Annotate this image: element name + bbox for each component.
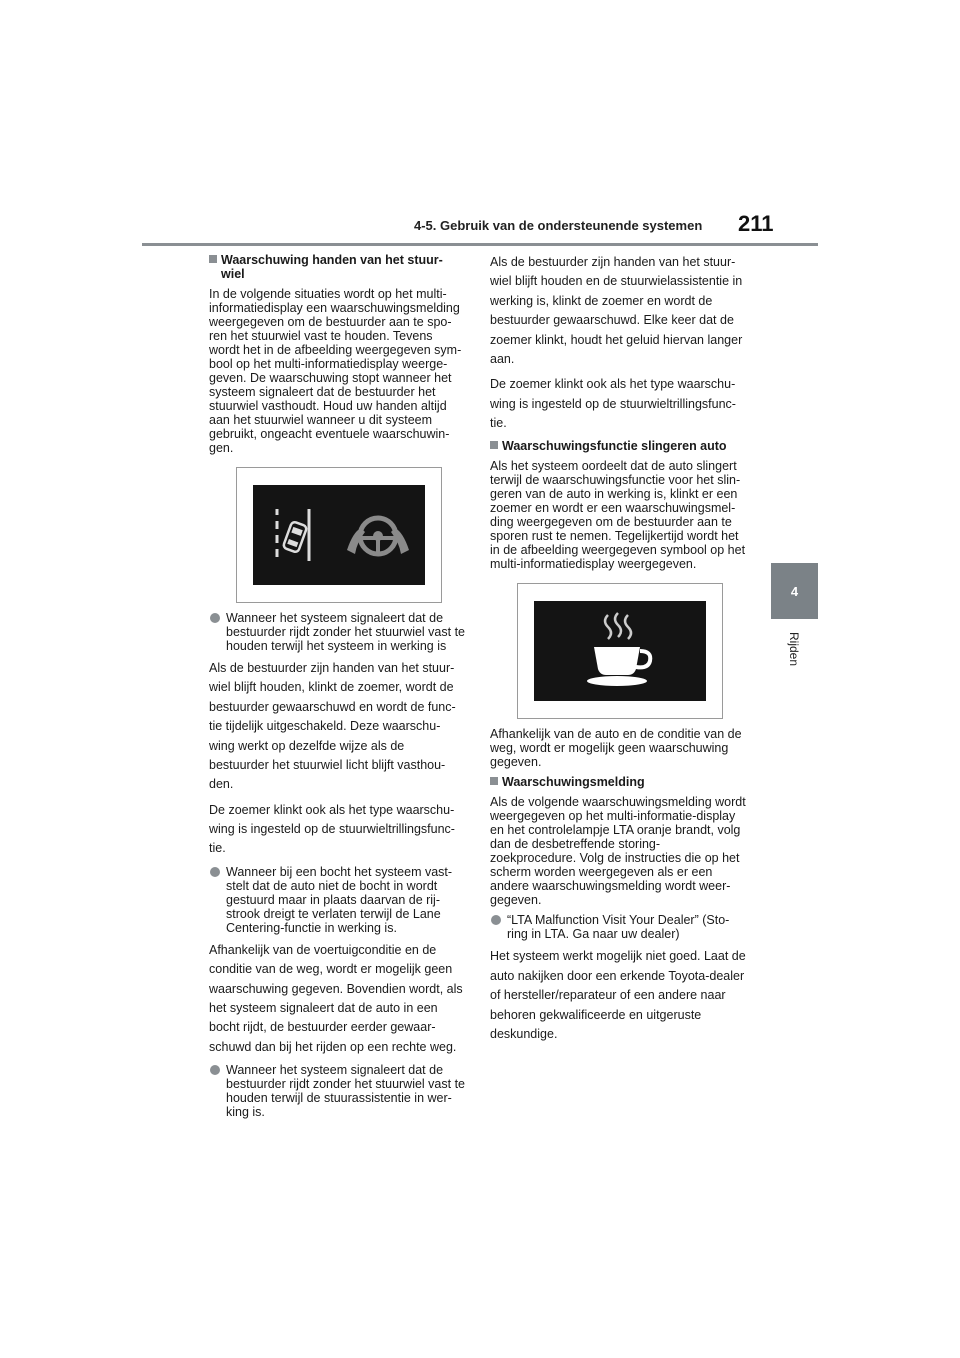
chapter-number: 4 [790,583,799,599]
paragraph: Afhankelijk van de voertuigconditie en de conditie van de weg, wordt er mogelijk geen waarschuwing gegeven. Bovendien wordt, als het systeem signaleert dat de auto in een bocht rijdt, de bestuurder eerder gewaar-schuwd dan bij het rijden op een rechte weg. [209,942,463,1054]
figure-hands-off-warning [236,467,442,603]
coffee-cup-icon [580,609,660,693]
bullet-item: Wanneer bij een bocht het systeem vast-stelt dat de auto niet de bocht in wordt gestuurd maar in plaats daarvan de rij-strook dreigt te verlaten terwijl de Lane Centering-functie in werking is. [209,865,465,935]
section-heading: Waarschuwingsmelding [490,775,746,789]
bullet-dot-icon [491,915,501,925]
paragraph: Afhankelijk van de auto en de conditie van de weg, wordt er mogelijk geen waarschuwing gegeven. [490,727,742,770]
paragraph: In de volgende situaties wordt op het multi-informatiedisplay een waarschuwingsmelding weergegeven om de bestuurder aan te spo-ren het stuurwiel vast te houden. Tevens wordt het in de afbeelding weergegeven sym-bool op het multi-informatiedisplay weerge-geven. De waarschuwing stopt wanneer het systeem signaleert dat de bestuurder het stuurwiel vasthoudt. Houd uw handen altijd aan het stuurwiel wanneer u dit systeem gebruikt, ongeacht eventuele waarschuwin-gen. [209,287,462,455]
chapter-tab [771,563,818,619]
section-heading: Waarschuwing handen van het stuur-wiel [209,253,465,281]
paragraph: Als de volgende waarschuwingsmelding wordt weergegeven op het multi-informatie-display en het controlelampje LTA oranje brandt, volg dan de desbetreffende storing-zoekprocedure. Volg de instructies die op het scherm worden weergegeven als er een andere waarschuwingsmelding wordt weer-gegeven. [490,795,746,908]
bullet-dot-icon [210,613,220,623]
display-screen [253,485,425,585]
paragraph: Als het systeem oordeelt dat de auto slingert terwijl de waarschuwingsfunctie voor het slin-geren van de auto in werking is, klinkt er een zoemer en wordt er een waarschuwingsmel-ding weergegeven om de bestuurder aan te sporen rust te nemen. Tegelijkertijd wordt het in de afbeelding weergegeven symbool op het multi-informatiedisplay weergegeven. [490,459,746,572]
left-column [209,253,465,1125]
paragraph: Als de bestuurder zijn handen van het stuur-wiel blijft houden en de stuurwielassistentie in werking is, klinkt de zoemer en wordt de bestuurder gewaarschuwd. Elke keer dat de zoemer klinkt, houdt het geluid hiervan langer aan. [490,255,743,366]
chapter-label: Rijden [787,632,801,667]
hands-on-wheel-icon [343,510,413,560]
page-number: 211 [738,211,774,236]
paragraph: Als de bestuurder zijn handen van het stuur-wiel blijft houden, klinkt de zoemer, wordt de bestuurder gewaarschuwd en wordt de func-tie tijdelijk uitgeschakeld. Deze waarschu-wing werkt op dezelfde wijze als de bestuurder het stuurwiel licht blijft vasthou-den. [209,661,456,792]
header-rule [142,243,818,246]
figure-drowsiness-warning [517,583,723,719]
bullet-dot-icon [210,867,220,877]
right-column [490,253,746,1050]
bullet-item: Wanneer het systeem signaleert dat de bestuurder rijdt zonder het stuurwiel vast te houden terwijl de stuurassistentie in wer-king is. [209,1063,465,1119]
bullet-item: “LTA Malfunction Visit Your Dealer” (Sto-ring in LTA. Ga naar uw dealer) [490,913,746,941]
paragraph: Het systeem werkt mogelijk niet goed. Laat de auto nakijken door een erkende Toyota-dealer of hersteller/reparateur of een andere naar behoren gekwalificeerde en uitgeruste deskundige. [490,949,746,1041]
display-screen [534,601,706,701]
lane-departure-icon [265,505,321,565]
paragraph: De zoemer klinkt ook als het type waarschu-wing is ingesteld op de stuurwieltrillingsfunc-tie. [490,377,736,430]
paragraph: De zoemer klinkt ook als het type waarschu-wing is ingesteld op de stuurwieltrillingsfunc-tie. [209,802,455,856]
bullet-dot-icon [210,1065,220,1075]
section-heading: Waarschuwingsfunctie slingeren auto [490,439,746,453]
bullet-item: Wanneer het systeem signaleert dat de bestuurder rijdt zonder het stuurwiel vast te houden terwijl het systeem in werking is [209,611,465,653]
page-header-section: 4-5. Gebruik van de ondersteunende systemen [414,218,703,233]
